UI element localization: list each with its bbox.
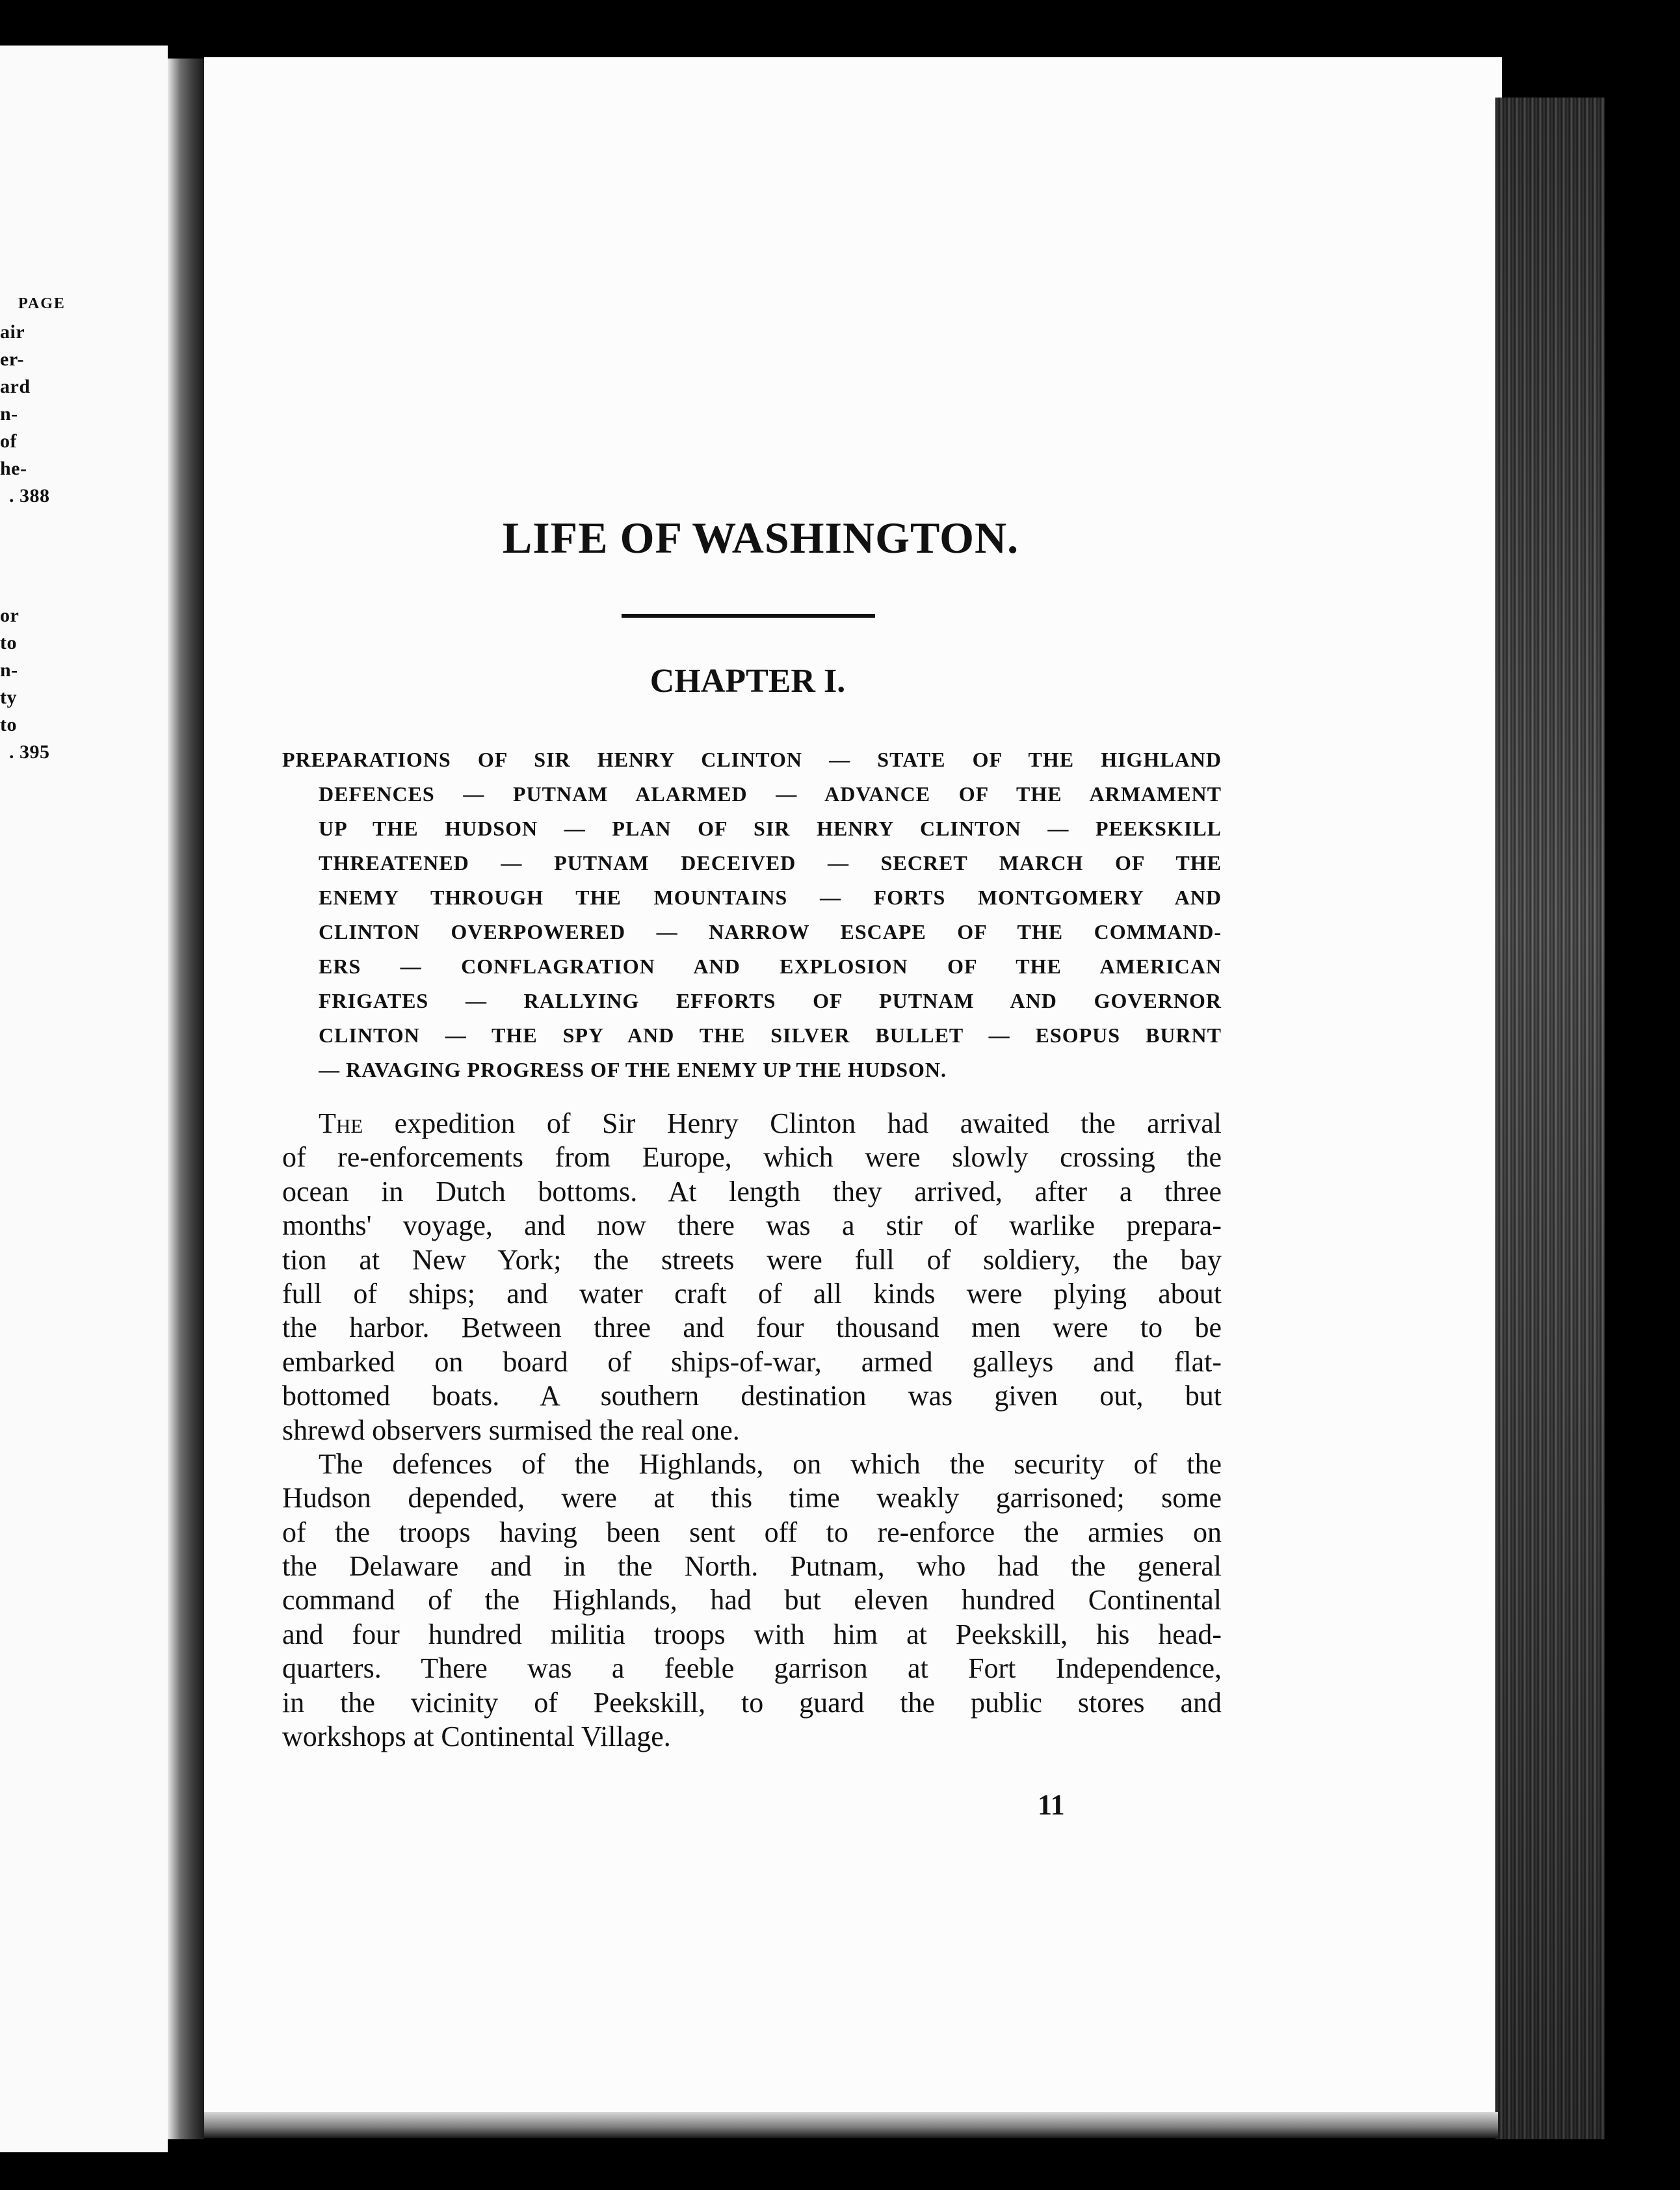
left-page-fragment: he- — [0, 458, 27, 479]
paragraph-line: months' voyage, and now there was a stir of warlike prepara- — [282, 1209, 1222, 1242]
left-page-fragment: to — [0, 714, 17, 735]
paragraph-line: the harbor. Between three and four thousand men were to be — [282, 1312, 1222, 1344]
paragraph-line: command of the Highlands, had but eleven hundred Continental — [282, 1584, 1222, 1616]
paragraph-line: Hudson depended, were at this time weakly garrisoned; some — [282, 1482, 1222, 1514]
title-rule — [622, 614, 875, 618]
left-page-fragment: er- — [0, 349, 25, 370]
chapter-synopsis — [282, 743, 1222, 1087]
left-page-fragment: n- — [0, 403, 18, 425]
book-title: LIFE OF WASHINGTON. — [502, 513, 1019, 562]
left-page-ref: . 395 — [9, 741, 50, 763]
page-edges-shading — [1495, 98, 1605, 2139]
synopsis-line: FRIGATES — RALLYING EFFORTS OF PUTNAM AND GOVERNOR — [319, 989, 1222, 1012]
synopsis-line: ERS — CONFLAGRATION AND EXPLOSION OF THE AMERICAN — [319, 955, 1222, 978]
paragraph-line: of the troops having been sent off to re-enforce the armies on — [282, 1516, 1222, 1548]
book-gutter — [168, 59, 204, 2139]
left-page-fragment: ard — [0, 376, 31, 397]
left-page-fragment: or — [0, 605, 20, 626]
left-page-fragment: of — [0, 430, 17, 452]
left-page-ref: . 388 — [9, 485, 50, 507]
synopsis-line: UP THE HUDSON — PLAN OF SIR HENRY CLINTON — PEEKSKILL — [319, 817, 1222, 840]
paragraph-line: tion at New York; the streets were full of soldiery, the bay — [282, 1243, 1222, 1276]
body-text — [282, 1107, 1222, 1754]
paragraph-line: ocean in Dutch bottoms. At length they arrived, after a three — [282, 1175, 1222, 1207]
paragraph-line: bottomed boats. A southern destination was given out, but — [282, 1380, 1222, 1412]
paragraph-line-text: expedition of Sir Henry Clinton had awaited the arrival — [394, 1107, 1222, 1139]
chapter-heading: CHAPTER I. — [650, 663, 846, 700]
left-page-fragment: air — [0, 321, 25, 343]
left-page-fragment: ty — [0, 687, 17, 708]
page-bottom-edge — [204, 2112, 1498, 2138]
left-page-heading: PAGE — [18, 295, 66, 312]
paragraph-line: The defences of the Highlands, on which the security of the — [319, 1447, 1222, 1480]
page-number: 11 — [1038, 1789, 1065, 1821]
drop-word: The — [319, 1107, 363, 1139]
paragraph-line: the Delaware and in the North. Putnam, who had the general — [282, 1550, 1222, 1583]
left-page-fragment: n- — [0, 659, 18, 681]
paragraph-line — [282, 1107, 1222, 1141]
paragraph-line: quarters. There was a feeble garrison at Fort Independence, — [282, 1652, 1222, 1685]
left-page-fragment: to — [0, 632, 17, 653]
synopsis-line: — RAVAGING PROGRESS OF THE ENEMY UP THE HUDSON. — [319, 1058, 947, 1081]
synopsis-line: CLINTON OVERPOWERED — NARROW ESCAPE OF THE COMMAND- — [319, 920, 1222, 943]
paragraph-line: in the vicinity of Peekskill, to guard the public stores and — [282, 1686, 1222, 1719]
paragraph-line: and four hundred militia troops with him at Peekskill, his head- — [282, 1618, 1222, 1650]
paragraph-line: full of ships; and water craft of all kinds were plying about — [282, 1277, 1222, 1310]
synopsis-line: ENEMY THROUGH THE MOUNTAINS — FORTS MONTGOMERY AND — [319, 886, 1222, 909]
synopsis-line: CLINTON — THE SPY AND THE SILVER BULLET — ESOPUS BURNT — [319, 1023, 1222, 1047]
paragraph-line: of re-enforcements from Europe, which were slowly crossing the — [282, 1141, 1222, 1174]
synopsis-line: DEFENCES — PUTNAM ALARMED — ADVANCE OF THE ARMAMENT — [319, 782, 1222, 806]
left-facing-page — [0, 46, 168, 2152]
paragraph-line: embarked on board of ships-of-war, armed galleys and flat- — [282, 1345, 1222, 1378]
paragraph-line: workshops at Continental Village. — [282, 1721, 671, 1753]
synopsis-line: PREPARATIONS OF SIR HENRY CLINTON — STATE OF THE HIGHLAND — [282, 748, 1222, 771]
synopsis-line: THREATENED — PUTNAM DECEIVED — SECRET MARCH OF THE — [319, 851, 1222, 875]
paragraph-line: shrewd observers surmised the real one. — [282, 1414, 740, 1446]
